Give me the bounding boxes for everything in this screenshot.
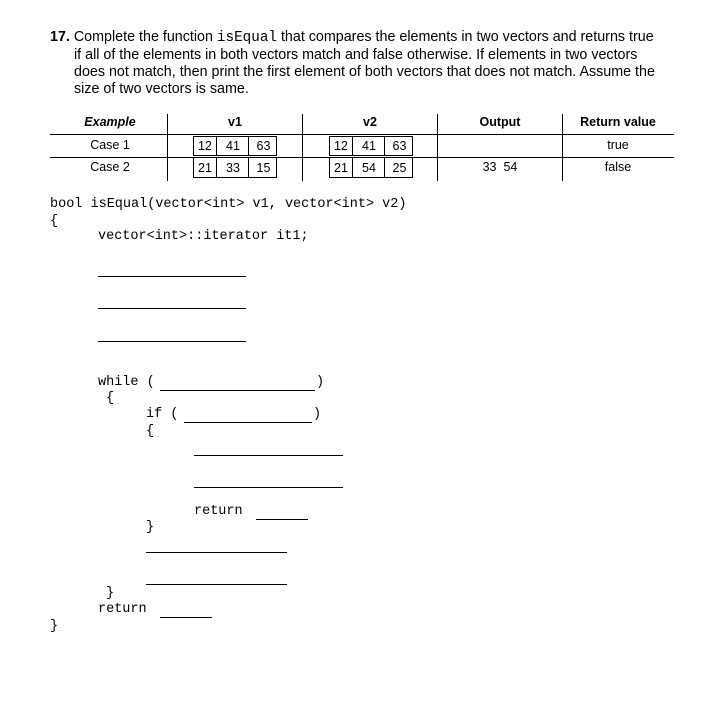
table-col-divider bbox=[167, 114, 168, 181]
vector-element: 33 bbox=[216, 158, 249, 177]
while-open-brace: { bbox=[106, 391, 115, 406]
table-col-divider bbox=[302, 114, 303, 181]
header-v2: v2 bbox=[363, 115, 377, 129]
vector-element: 21 bbox=[334, 160, 348, 175]
table-header-rule bbox=[50, 134, 674, 135]
answer-blank[interactable] bbox=[146, 584, 287, 585]
vector-element: 41 bbox=[352, 137, 385, 155]
row-return: true bbox=[607, 138, 629, 152]
header-output: Output bbox=[479, 115, 521, 129]
vector-element: 12 bbox=[334, 139, 348, 153]
header-example: Example bbox=[84, 115, 136, 129]
answer-blank[interactable] bbox=[194, 487, 343, 488]
if-condition-blank[interactable] bbox=[184, 422, 312, 423]
outer-return-keyword: return bbox=[98, 602, 147, 617]
inner-return-blank[interactable] bbox=[256, 519, 308, 520]
vector-element: 41 bbox=[216, 137, 249, 155]
vector-box bbox=[329, 136, 413, 156]
header-v1: v1 bbox=[228, 115, 242, 129]
vector-box bbox=[329, 157, 413, 178]
function-signature: bool isEqual(vector<int> v1, vector<int> v2) bbox=[50, 197, 407, 212]
open-brace: { bbox=[50, 214, 59, 229]
vector-element: 21 bbox=[198, 160, 212, 175]
if-open-brace: { bbox=[146, 424, 155, 439]
while-condition-blank[interactable] bbox=[160, 390, 315, 391]
vector-element: 15 bbox=[248, 158, 278, 177]
answer-blank[interactable] bbox=[146, 552, 287, 553]
vector-element: 12 bbox=[198, 139, 212, 153]
answer-blank[interactable] bbox=[98, 308, 246, 309]
vector-element: 63 bbox=[248, 137, 278, 155]
table-col-divider bbox=[437, 114, 438, 181]
question-text: 17. Complete the function isEqual that compares the elements in two vectors and returns true if all of the elements in both vectors match and false otherwise. If elements in two vectors does not match, then print the first element of both vectors that does not match. Assume the size of two vectors is same. bbox=[50, 29, 655, 97]
vector-element: 54 bbox=[352, 158, 385, 177]
while-close-paren: ) bbox=[316, 375, 325, 390]
vector-box bbox=[193, 157, 277, 178]
while-keyword: while ( bbox=[98, 375, 155, 390]
if-keyword: if ( bbox=[146, 407, 179, 422]
header-return: Return value bbox=[580, 115, 656, 129]
row-output: 33 54 bbox=[482, 160, 518, 174]
row-label: Case 1 bbox=[90, 138, 130, 152]
if-close-paren: ) bbox=[313, 407, 322, 422]
while-close-brace: } bbox=[106, 586, 115, 601]
inner-return-keyword: return bbox=[194, 504, 243, 519]
answer-blank[interactable] bbox=[194, 455, 343, 456]
answer-blank[interactable] bbox=[98, 276, 246, 277]
if-close-brace: } bbox=[146, 520, 155, 535]
answer-blank[interactable] bbox=[98, 341, 246, 342]
question-number: 17. bbox=[50, 29, 70, 45]
vector-element: 63 bbox=[384, 137, 414, 155]
row-return: false bbox=[604, 160, 632, 174]
vector-box bbox=[193, 136, 277, 156]
row-label: Case 2 bbox=[90, 160, 130, 174]
vector-element: 25 bbox=[384, 158, 414, 177]
close-brace: } bbox=[50, 619, 59, 634]
iterator-declaration: vector<int>::iterator it1; bbox=[98, 229, 309, 244]
outer-return-blank[interactable] bbox=[160, 617, 212, 618]
function-name: isEqual bbox=[216, 30, 277, 46]
